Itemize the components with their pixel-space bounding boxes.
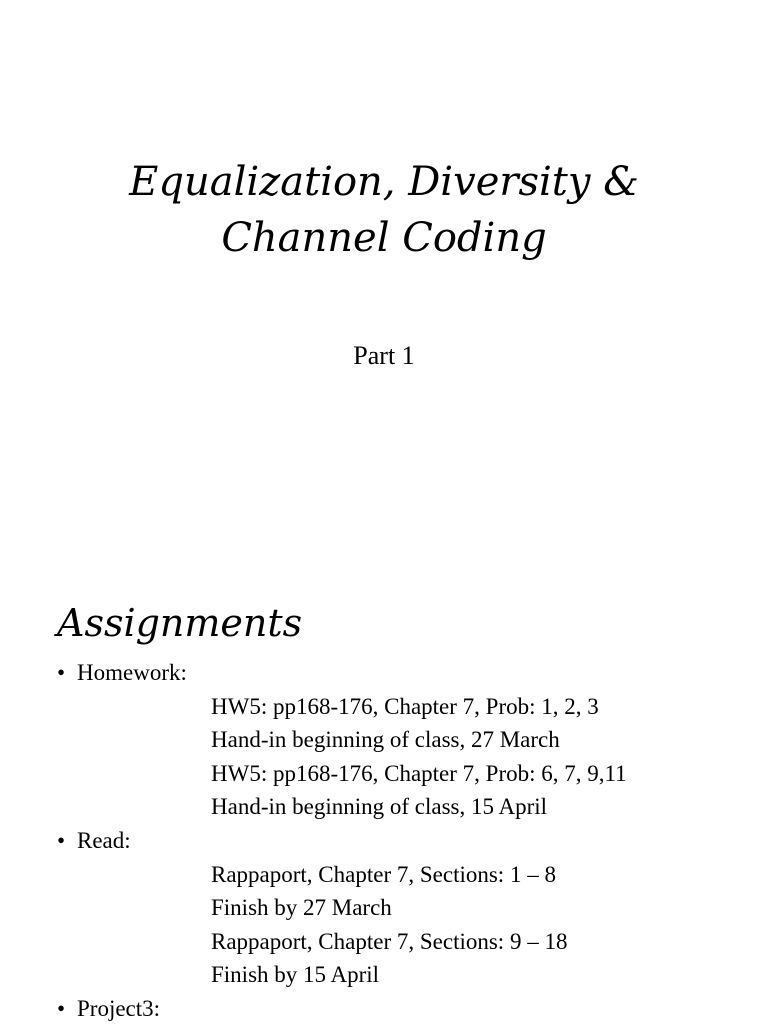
assignment-label: Homework:: [77, 660, 187, 685]
assignment-label: Project3:: [77, 995, 161, 1021]
assignment-details: [77, 690, 757, 824]
bullet-icon: •: [57, 827, 66, 853]
assignment-details: [77, 858, 757, 992]
title-line-2: Channel Coding: [221, 215, 547, 261]
detail-line: Hand-in beginning of class, 27 March: [211, 727, 560, 753]
assignments-heading: Assignments: [57, 601, 303, 645]
detail-line: Rappaport, Chapter 7, Sections: 1 – 8: [211, 861, 556, 887]
assignment-item-read: [57, 824, 757, 992]
detail-line: HW5: pp168-176, Chapter 7, Prob: 6, 7, 9,11: [211, 760, 627, 786]
detail-line: Hand-in beginning of class, 15 April: [211, 794, 548, 820]
bullet-icon: •: [57, 995, 66, 1021]
detail-line: Rappaport, Chapter 7, Sections: 9 – 18: [211, 928, 568, 954]
assignment-label: Read:: [77, 827, 131, 853]
assignments-list: [57, 656, 757, 1026]
detail-line: Finish by 15 April: [211, 962, 380, 988]
slide-title: [0, 154, 768, 266]
title-line-1: Equalization, Diversity &: [129, 159, 639, 205]
bullet-icon: •: [57, 660, 66, 685]
detail-line: HW5: pp168-176, Chapter 7, Prob: 1, 2, 3: [211, 693, 599, 719]
assignment-item-project3: [57, 992, 757, 1026]
assignment-item-homework: [57, 656, 757, 824]
slide-subtitle: Part 1: [353, 341, 415, 370]
detail-line: Finish by 27 March: [211, 895, 392, 921]
